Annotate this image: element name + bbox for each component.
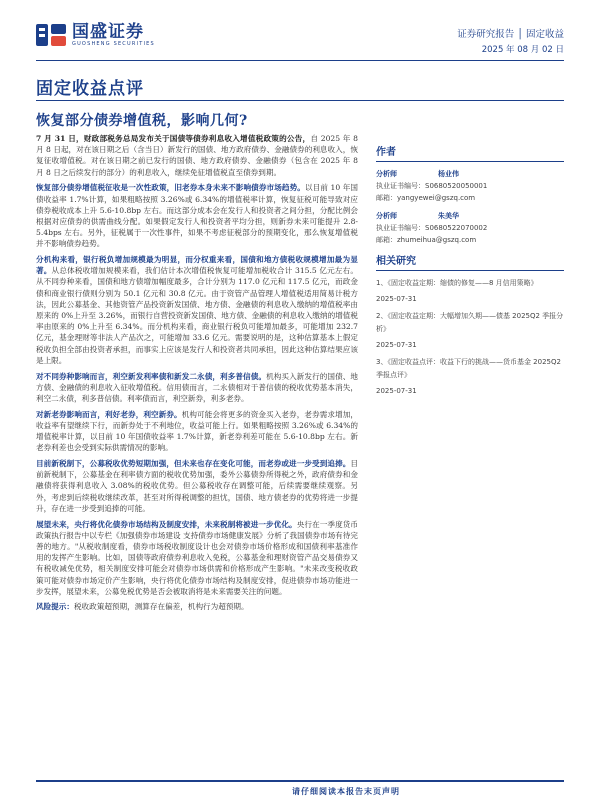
page-header xyxy=(0,0,600,62)
analyst-role: 分析师 xyxy=(376,212,397,220)
paragraph-2: 恢复部分债券增值税征收是一次性政策，旧老券本身未来不影响债券市场趋势。以目前 10 年国债收益率 1.7%计算，如果粗略按照 3.26%或 6.34%的增值税率计算，恢复征税可能导致对应债券税收成本上升 5.6-10.8bp 左右。而这部分成本会在发行人和投资者之间分担，分配比例会根据对应债券的供需曲线分配。如果假定发行人和投资者平均分担，则新券未来可能提升 2.8-5.4bps 左右。另外，征税属于一次性事件，如果不考虑征税部分的预期变化，那么恢复增值税并不影响债券趋势。 xyxy=(36,183,358,249)
sidebar xyxy=(376,143,564,397)
guosheng-logo xyxy=(36,22,155,48)
footer-disclaimer: 请仔细阅读本报告末页声明 xyxy=(292,787,400,796)
paragraph-4: 对不同券种影响而言，利空新发利率债和新发二永债，利多普信债。机构买入新发行的国债、地方债、金融债的利息收入征收增值税。信用债而言，二永债相对于普信债的税收优势基本消失，利空二永债，利多普信债。利率债而言，利空新券，利多老券。 xyxy=(36,371,358,403)
related-research-list xyxy=(376,277,564,397)
related-research-date: 2025-07-31 xyxy=(376,341,417,349)
paragraph-6: 目前新税制下，公募税收优势短期加强，但未来也存在变化可能，而老券或进一步受到追捧。目前新税制下，公募基金在利率债方面的税收优势加强，委外公募债券所得税之外，政府债券和金融债将获得利息收入 3.08%的税收优势。但公募税收存在调整可能，后续需要继续观察。另外，考虑到后续税收继续改革，甚至对所得税调整的担忧，国债、地方债老券的优势将进一步提升，存在进一步受到追捧的可能。 xyxy=(36,458,358,513)
related-research-date: 2025-07-31 xyxy=(376,295,417,303)
logo-text-en: GUOSHENG SECURITIES xyxy=(72,40,155,47)
analyst-cert: 执业证书编号：S0680522070002 xyxy=(376,224,488,232)
logo-mark-icon xyxy=(36,22,66,48)
paragraph-3: 分机构来看，银行税负增加规模最为明显，而分权重来看，国债和地方债税收规模增加最为显著。从总体税收增加规模来看，我们估计本次增值税恢复可能增加税收合计 315.5 亿元左右。从不同券种来看，国债和地方债增加幅度最多，合计分别为 117.0 亿元和 117.5 亿元，而政金债和商业银行债则分别为 50.1 亿元和 30.8 亿元。由于资管产品管理人增值税适用简易计税方法，因此公募基金、其他资管产品投资新发国债、地方债、金融债的利息收入缴纳的增值税率由原来的 0%上升至 3.26%，而银行自营投资新发国债、地方债、金融债的利息收入缴纳的增值税率由原来的 0%上升至 6.34%。而分机构来看，商业银行税负可能增加最多，可能增加 232.7 亿元，基金理财等非法人产品次之，可能增加 33.6 亿元。需要说明的是，这种估算基本上假定税收负担全部由投资者承担，而事实上应该是发行人和投资者共同承担，因此这种估算结果应该是上限。 xyxy=(36,255,358,365)
report-date: 2025 年 08 月 02 日 xyxy=(481,45,564,55)
analyst-role: 分析师 xyxy=(376,170,397,178)
related-research-date: 2025-07-31 xyxy=(376,387,417,395)
report-body xyxy=(36,133,358,763)
analyst-email[interactable]: 邮箱：zhumeihua@gszq.com xyxy=(376,236,477,244)
related-research-heading: 相关研究 xyxy=(376,252,564,271)
analyst-email[interactable]: 邮箱：yangyewei@gszq.com xyxy=(376,194,476,202)
analyst-name: 朱美华 xyxy=(438,212,459,220)
paragraph-5: 对新老券影响而言，利好老券，利空新券。机构可能会将更多的资金买入老券，老券需求增加，收益率有望继续下行，而新券处于不利地位，收益可能上行。如果粗略按照 3.26%或 6.34%的增值税率计算，以目前 10 年国债收益率 1.7%计算，新老券利差可能在 5.6-10.8bp 左右。新老券利差也会受到实际供需情况的影响。 xyxy=(36,409,358,453)
risk-warning: 风险提示：税收政策超预期，测算存在偏差，机构行为超预期。 xyxy=(36,602,249,612)
report-title: 恢复部分债券增值税，影响几何? xyxy=(36,113,248,129)
related-research-item[interactable]: 1、《固定收益定期：缩债的修复——8 月信用策略》 xyxy=(376,279,538,287)
related-research-item[interactable]: 3、《固定收益点评：收益下行的挑战——货币基金 2025Q2 季报点评》 xyxy=(376,358,561,379)
paragraph-7: 展望未来，央行将优化债券市场结构及制度安排，未来税制将被进一步优化。央行在一季度货币政策执行报告中以专栏《加强债券市场建设 支持债券市场健康发展》分析了我国债券市场有待完善的地方。"从税收制度看，债券市场税收制度设计也会对债券市场价格形成和国债利率基准作用的发挥产生影响。比如，国债等政府债券利息收入免税，公募基金和理财资管产品交易债券又有税收减免优势，相关制度安排可能会对债券市场供需和价格形成产生影响。"未来改变税收政策可能对债券市场定价产生影响，央行将优化债券市场结构及制度安排，促进债券市场功能进一步发挥，展望未来，公募免税优势是否会被取消将是未来需要关注的问题。 xyxy=(36,519,358,596)
analyst-cert: 执业证书编号：S0680520050001 xyxy=(376,182,488,190)
analyst-card xyxy=(376,210,564,246)
paragraph-1: 7 月 31 日，财政部税务总局发布关于国债等债券利息收入增值税政策的公告，自 2025 年 8 月 8 日起，对在该日期之后（含当日）新发行的国债、地方政府债券、金融债券的利息收入，恢复征收增值税。对在该日期之前已发行的国债、地方政府债券、金融债券（包含在 2025 年 8 月 8 日之后续发行的部分）的利息收入，继续免征增值税直至债券到期。 xyxy=(36,134,358,177)
report-type: 证券研究报告 │ 固定收益 xyxy=(457,29,564,40)
title-divider xyxy=(36,100,564,101)
footer-divider xyxy=(36,780,564,782)
analyst-card xyxy=(376,168,564,204)
authors-heading: 作者 xyxy=(376,143,564,162)
related-research-item[interactable]: 2、《固定收益定期：大幅增加久期——债基 2025Q2 季报分析》 xyxy=(376,312,564,333)
header-divider xyxy=(36,60,564,61)
analyst-name: 杨业伟 xyxy=(438,170,459,178)
report-category-title: 固定收益点评 xyxy=(36,79,144,99)
logo-text-cn: 国盛证券 xyxy=(72,21,144,42)
page-footer xyxy=(0,778,600,800)
